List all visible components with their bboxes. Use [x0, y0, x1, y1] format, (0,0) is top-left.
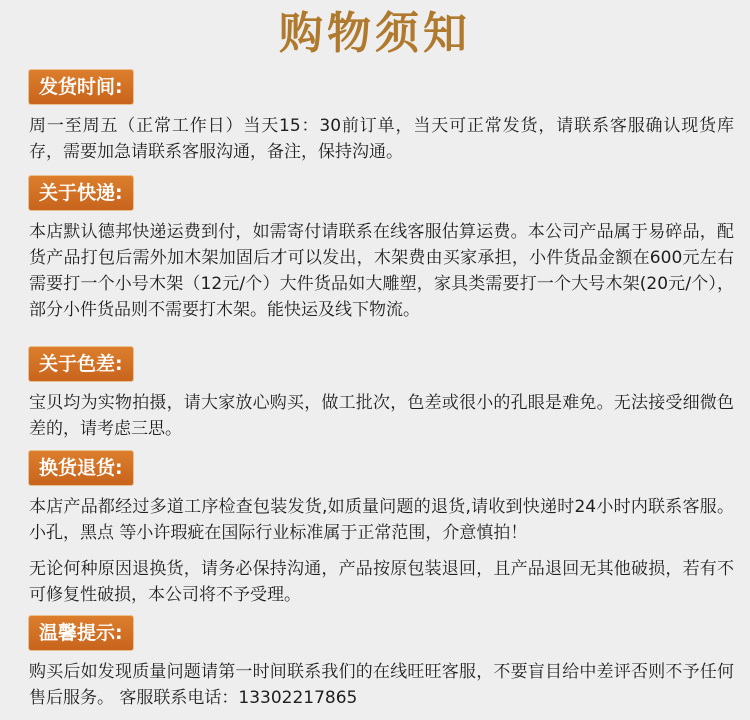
section-paragraph: 周一至周五（正常工作日）当天15：30前订单，当天可正常发货，请联系客服确认现货库存，需要加急请联系客服沟通，备注，保持沟通。 — [29, 116, 734, 162]
section-paragraph: 本店产品都经过多道工序检查包装发货,如质量问题的退货,请收到快递时24小时内联系客服。小孔，黑点 等小许瑕疵在国际行业标准属于正常范围，介意慎拍！ — [29, 497, 734, 543]
page-title: 购物须知 — [279, 8, 471, 59]
section-heading: 温馨提示: — [29, 616, 133, 650]
section-shipping-time — [0, 70, 750, 165]
section-paragraph: 购买后如发现质量问题请第一时间联系我们的在线旺旺客服，不要盲目给中差评否则不予任何售后服务。 客服联系电话：13302217865 — [29, 662, 734, 708]
section-paragraph: 宝贝均为实物拍摄，请大家放心购买，做工批次，色差或很小的孔眼是难免。无法接受细微色差的，请考虑三思。 — [29, 393, 734, 439]
section-heading: 关于快递: — [29, 176, 133, 210]
section-returns — [0, 451, 750, 608]
section-paragraph: 无论何种原因退换货，请务必保持沟通，产品按原包装退回，且产品退回无其他破损，若有不可修复性破损，本公司将不予受理。 — [29, 559, 734, 605]
section-heading: 关于色差: — [29, 347, 133, 381]
section-tips — [0, 616, 750, 711]
section-heading: 换货退货: — [29, 451, 133, 485]
section-paragraph: 本店默认德邦快递运费到付，如需寄付请联系在线客服估算运费。本公司产品属于易碎品，配货产品打包后需外加木架加固后才可以发出，木架费由买家承担，小件货品金额在600元左右需要打一个小号木架（12元/个）大件货品如大雕塑，家具类需要打一个大号木架(20元/个），部分小件货品则不需要打木架。能快运及线下物流。 — [29, 222, 734, 320]
section-express — [0, 176, 750, 323]
section-color-difference — [0, 347, 750, 442]
section-heading: 发货时间: — [29, 70, 133, 104]
